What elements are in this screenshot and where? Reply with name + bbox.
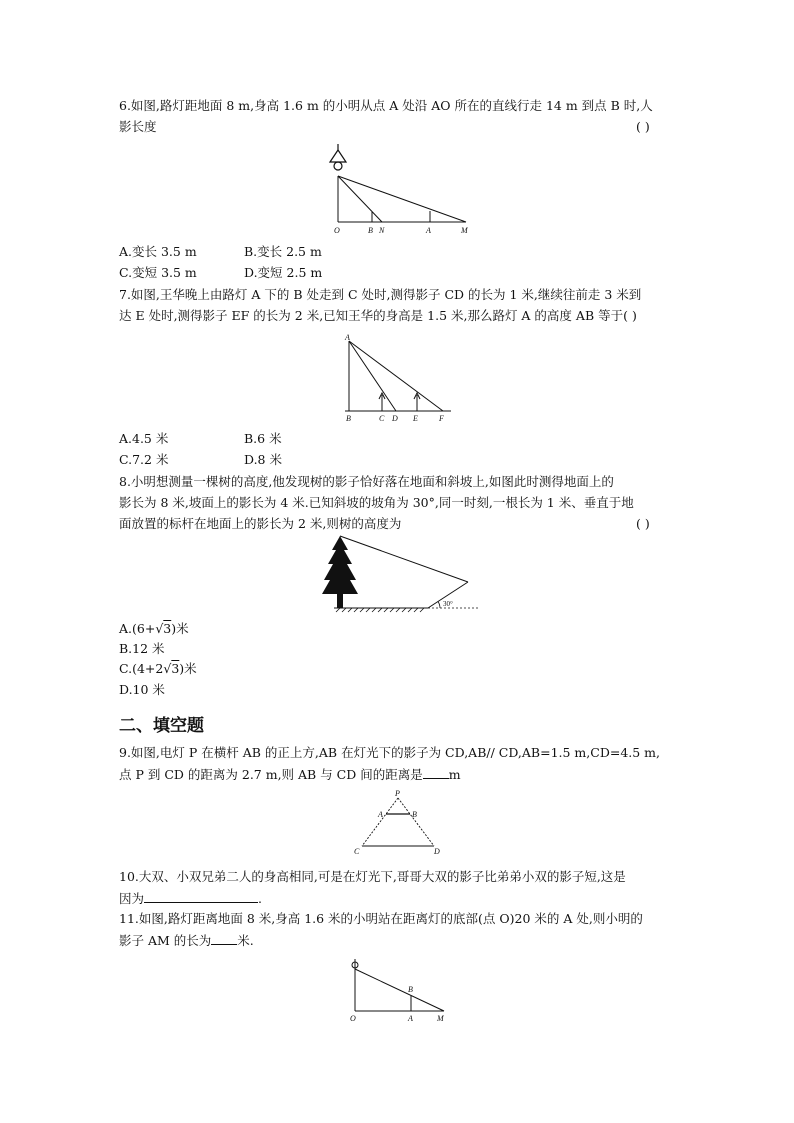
q11-stem-line2: 影子 AM 的长为 米. <box>119 933 254 948</box>
q8-option-d: D.10 米 <box>119 682 165 697</box>
label-m: M <box>461 226 468 235</box>
q6-option-a: A.变长 3.5 m <box>119 244 197 259</box>
tree-icon <box>322 536 358 608</box>
angle-arc <box>438 602 440 609</box>
q8-stem-line3: 面放置的标杆在地面上的影长为 2 米,则树的高度为 <box>119 516 402 531</box>
q7-option-c: C.7.2 米 <box>119 452 169 467</box>
q9-stem-line1: 9.如图,电灯 P 在横杆 AB 的正上方,AB 在灯光下的影子为 CD,AB// CD,AB=1.5 m,CD=4.5 m, <box>119 745 660 760</box>
label-m: M <box>437 1014 444 1023</box>
light-ray-near <box>338 176 382 222</box>
ray-pc <box>362 798 398 846</box>
q8-answer-paren: ( ) <box>636 516 650 531</box>
label-e: E <box>413 414 418 423</box>
label-n: N <box>379 226 385 235</box>
q6-stem-line1: 6.如图,路灯距地面 8 m,身高 1.6 m 的小明从点 A 处沿 AO 所在的直线行走 14 m 到点 B 时,人 <box>119 98 653 113</box>
q7-figure <box>335 333 460 425</box>
label-b: B <box>346 414 351 423</box>
q6-stem-line2: 影长度 <box>119 119 157 134</box>
q7-stem-line1: 7.如图,王华晚上由路灯 A 下的 B 处走到 C 处时,测得影子 CD 的长为 1 米,继续往前走 3 米到 <box>119 287 642 302</box>
label-b: B <box>368 226 373 235</box>
label-f: F <box>439 414 444 423</box>
q8-figure <box>312 532 482 618</box>
q10-stem-line1: 10.大双、小双兄弟二人的身高相同,可是在灯光下,哥哥大双的影子比弟弟小双的影子短,这是 <box>119 869 626 884</box>
label-o: O <box>350 1014 356 1023</box>
ray-to-f <box>349 341 443 411</box>
label-o: O <box>334 226 340 235</box>
label-a: A <box>408 1014 413 1023</box>
q6-option-c: C.变短 3.5 m <box>119 265 197 280</box>
q7-option-a: A.4.5 米 <box>119 431 169 446</box>
person-at-e <box>414 393 420 411</box>
q6-option-b: B.变长 2.5 m <box>244 244 322 259</box>
q8-stem-line2: 影长为 8 米,坡面上的影长为 4 米.已知斜坡的坡角为 30°,同一时刻,一根长为 1 米、垂直于地 <box>119 495 634 510</box>
q10-stem-line2: 因为 . <box>119 891 262 906</box>
answer-blank <box>423 766 449 779</box>
label-a: A <box>345 333 350 342</box>
angle-label: 30° <box>443 600 453 608</box>
label-d: D <box>434 847 440 856</box>
answer-blank <box>211 932 237 945</box>
q8-option-b: B.12 米 <box>119 641 165 656</box>
q6-option-d: D.变短 2.5 m <box>244 265 323 280</box>
label-a: A <box>426 226 431 235</box>
label-b: B <box>412 810 417 819</box>
q6-figure <box>320 140 480 238</box>
q8-stem-line1: 8.小明想测量一棵树的高度,他发现树的影子恰好落在地面和斜坡上,如图此时测得地面上的 <box>119 474 614 489</box>
q9-figure <box>350 790 450 858</box>
label-c: C <box>354 847 360 856</box>
ray-pd <box>398 798 434 846</box>
street-lamp-icon <box>330 144 346 170</box>
section-heading: 二、填空题 <box>119 716 204 736</box>
q7-option-b: B.6 米 <box>244 431 282 446</box>
light-ray <box>355 969 444 1011</box>
q11-figure <box>340 955 450 1025</box>
label-p: P <box>395 789 400 798</box>
answer-blank <box>144 890 258 903</box>
label-a: A <box>378 810 383 819</box>
q7-stem-line2: 达 E 处时,测得影子 EF 的长为 2 米,已知王华的身高是 1.5 米,那么路灯 A 的高度 AB 等于( ) <box>119 308 637 323</box>
q8-option-c: C.(4+2√3)米 <box>119 661 197 676</box>
light-ray-far <box>338 176 466 222</box>
q11-stem-line1: 11.如图,路灯距离地面 8 米,身高 1.6 米的小明站在距离灯的底部(点 O)20 米的 A 处,则小明的 <box>119 911 643 926</box>
label-b: B <box>408 985 413 994</box>
ray-to-d <box>349 341 396 411</box>
sun-ray <box>340 536 468 582</box>
q9-stem-line2: 点 P 到 CD 的距离为 2.7 m,则 AB 与 CD 间的距离是 m <box>119 767 461 782</box>
person-at-c <box>379 393 385 411</box>
q6-answer-paren: ( ) <box>636 119 650 134</box>
ground-hatching <box>336 608 424 612</box>
q8-option-a: A.(6+√3)米 <box>119 621 189 636</box>
q7-option-d: D.8 米 <box>244 452 282 467</box>
label-d: D <box>392 414 398 423</box>
label-c: C <box>379 414 385 423</box>
